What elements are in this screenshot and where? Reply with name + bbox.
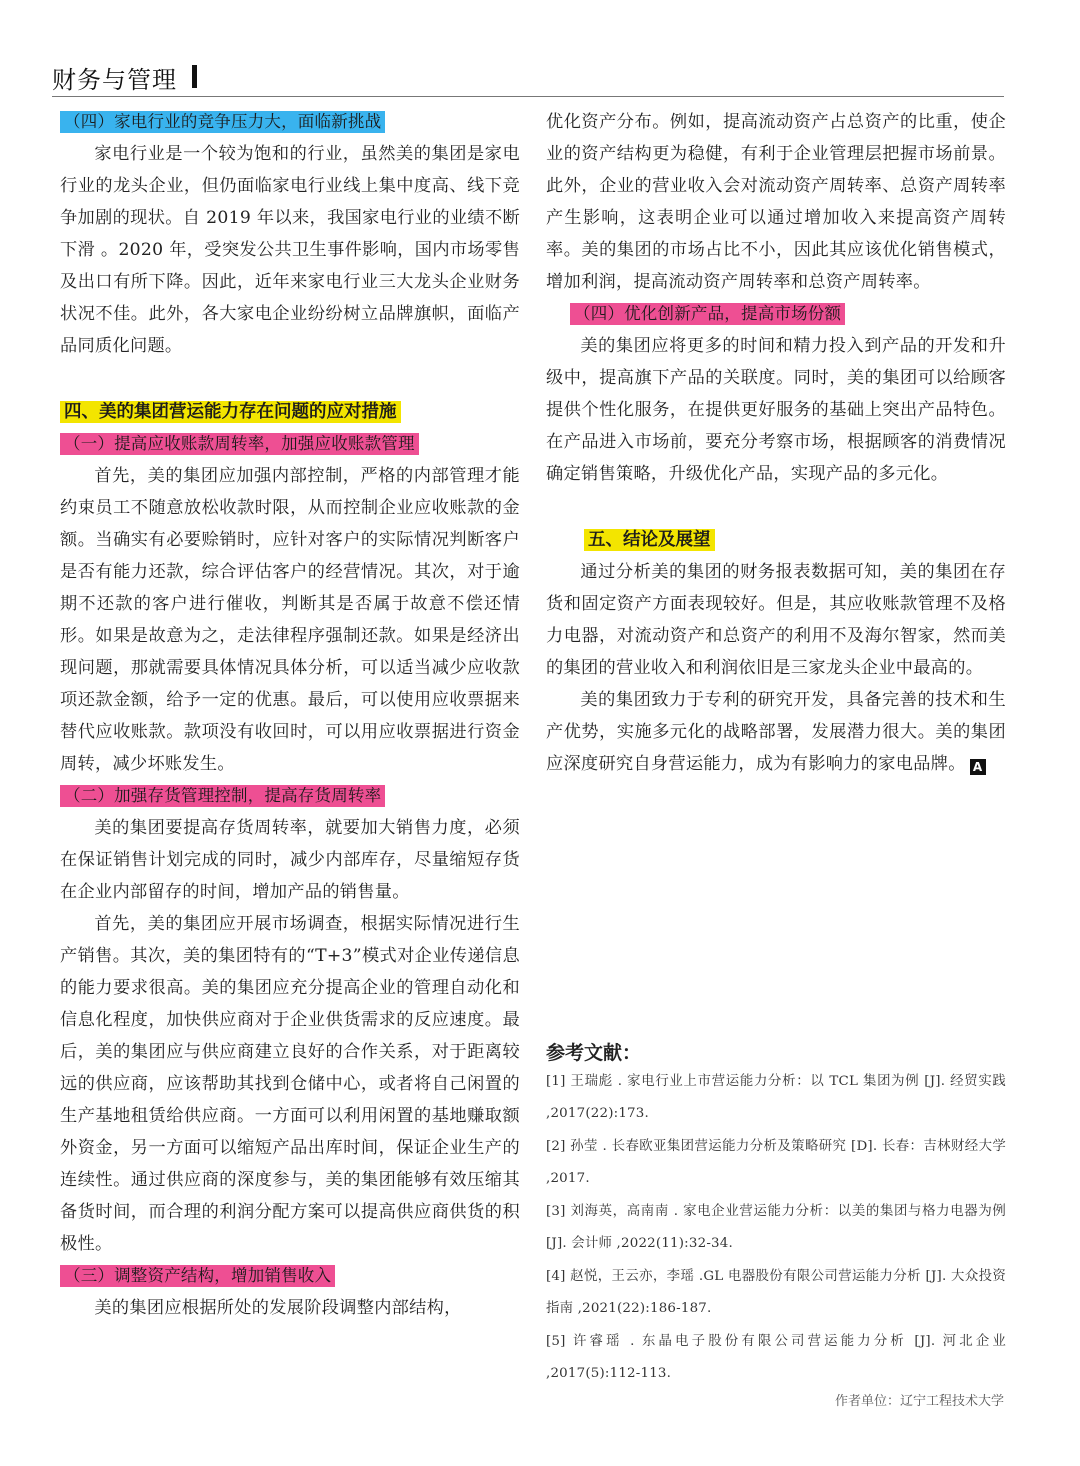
paragraph: 通过分析美的集团的财务报表数据可知，美的集团在存货和固定资产方面表现较好。但是，其应收账款管理不及格力电器，对流动资产和总资产的利用不及海尔智家，然而美的集团的营业收入和利润依旧是三家龙头企业中最高的。	[546, 562, 1006, 678]
left-column	[60, 106, 520, 1324]
article-end-icon: A	[970, 759, 986, 775]
header-bar-mark	[192, 65, 197, 88]
right-column	[546, 106, 1006, 780]
references-title: 参考文献：	[546, 1042, 642, 1064]
subheading-3-assets	[60, 1260, 520, 1292]
subheading-text: （四）优化创新产品，提高市场份额	[570, 303, 845, 325]
paragraph-continued: 优化资产分布。例如，提高流动资产占总资产的比重，使企业的资产结构更为稳健，有利于企业管理层把握市场前景。此外，企业的营业收入会对流动资产周转率、总资产周转率产生影响，这表明企业可以通过增加收入来提高资产周转率。美的集团的市场占比不小，因此其应该优化销售模式，增加利润，提高流动资产周转率和总资产周转率。	[546, 112, 1006, 292]
reference-item: [5] 许睿瑶 . 东晶电子股份有限公司营运能力分析 [J]. 河北企业 ,2017(5):112-113.	[546, 1334, 1006, 1381]
section-heading-text: 四、美的集团营运能力存在问题的应对措施	[60, 401, 401, 423]
paragraph: 美的集团应将更多的时间和精力投入到产品的开发和升级中，提高旗下产品的关联度。同时，美的集团可以给顾客提供个性化服务，在提供更好服务的基础上突出产品特色。在产品进入市场前，要充分考察市场，根据顾客的消费情况确定销售策略，升级优化产品，实现产品的多元化。	[546, 336, 1006, 484]
reference-item: [3] 刘海英，高南南 . 家电企业营运能力分析：以美的集团与格力电器为例 [J]. 会计师 ,2022(11):32-34.	[546, 1204, 1006, 1251]
reference-item: [2] 孙莹 . 长春欧亚集团营运能力分析及策略研究 [D]. 长春：吉林财经大学 ,2017.	[546, 1139, 1006, 1186]
subheading-4-innovation	[546, 298, 1006, 330]
author-affiliation: 作者单位：辽宁工程技术大学	[834, 1394, 1004, 1409]
section-heading-4	[60, 396, 520, 428]
paragraph: 家电行业是一个较为饱和的行业，虽然美的集团是家电行业的龙头企业，但仍面临家电行业线上集中度高、线下竞争加剧的现状。自 2019 年以来，我国家电行业的业绩不断下滑 。2020 年，受突发公共卫生事件影响，国内市场零售及出口有所下降。因此，近年来家电行业三大龙头企业财务状况不佳。此外，各大家电企业纷纷树立品牌旗帜，面临产品同质化问题。	[60, 144, 520, 356]
subheading-text: （三）调整资产结构，增加销售收入	[60, 1265, 335, 1287]
references-list	[546, 1066, 1006, 1391]
paragraph-text: 美的集团致力于专利的研究开发，具备完善的技术和生产优势，实施多元化的战略部署，发展潜力很大。美的集团应深度研究自身营运能力，成为有影响力的家电品牌。	[546, 690, 1006, 774]
subheading-text: （一）提高应收账款周转率，加强应收账款管理	[60, 433, 419, 455]
paragraph-final	[546, 684, 1006, 780]
subheading-2-inventory	[60, 780, 520, 812]
section-heading-5	[546, 524, 1006, 556]
subheading-text: （二）加强存货管理控制，提高存货周转率	[60, 785, 385, 807]
subheading-4-competition	[60, 106, 520, 138]
journal-section-title: 财务与管理	[52, 66, 177, 94]
paragraph: 美的集团要提高存货周转率，就要加大销售力度，必须在保证销售计划完成的同时，减少内部库存，尽量缩短存货在企业内部留存的时间，增加产品的销售量。	[60, 818, 520, 902]
paragraph: 首先，美的集团应加强内部控制，严格的内部管理才能约束员工不随意放松收款时限，从而控制企业应收账款的金额。当确实有必要赊销时，应针对客户的实际情况判断客户是否有能力还款，综合评估客户的经营情况。其次，对于逾期不还款的客户进行催收，判断其是否属于故意不偿还情形。如果是故意为之，走法律程序强制还款。如果是经济出现问题，那就需要具体情况具体分析，可以适当减少应收款项还款金额，给予一定的优惠。最后，可以使用应收票据来替代应收账款。款项没有收回时，可以用应收票据进行资金周转，减少坏账发生。	[60, 466, 520, 774]
header-divider	[52, 96, 1004, 97]
paragraph: 美的集团应根据所处的发展阶段调整内部结构，	[94, 1298, 462, 1318]
reference-item: [1] 王瑞彪 . 家电行业上市营运能力分析：以 TCL 集团为例 [J]. 经贸实践 ,2017(22):173.	[546, 1074, 1006, 1121]
page-header	[52, 58, 1004, 100]
paragraph: 首先，美的集团应开展市场调查，根据实际情况进行生产销售。其次，美的集团特有的“T+3”模式对企业传递信息的能力要求很高。美的集团应充分提高企业的管理自动化和信息化程度，加快供应商对于企业供货需求的反应速度。最后，美的集团应与供应商建立良好的合作关系，对于距离较远的供应商，应该帮助其找到仓储中心，或者将自己闲置的生产基地租赁给供应商。一方面可以利用闲置的基地赚取额外资金，另一方面可以缩短产品出库时间，保证企业生产的连续性。通过供应商的深度参与，美的集团能够有效压缩其备货时间，而合理的利润分配方案可以提高供应商供货的积极性。	[60, 914, 520, 1254]
subheading-text: （四）家电行业的竞争压力大，面临新挑战	[60, 111, 385, 133]
reference-item: [4] 赵悦，王云亦，李瑶 .GL 电器股份有限公司营运能力分析 [J]. 大众投资指南 ,2021(22):186-187.	[546, 1269, 1006, 1316]
subheading-1-receivables	[60, 428, 520, 460]
section-heading-text: 五、结论及展望	[584, 529, 715, 551]
